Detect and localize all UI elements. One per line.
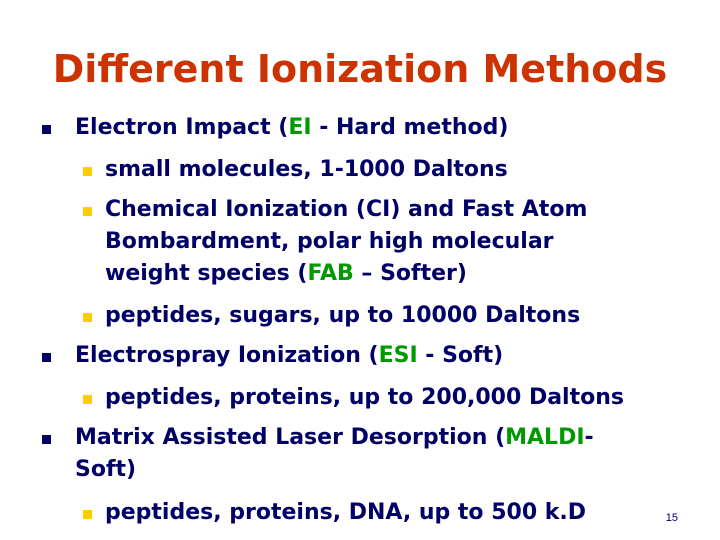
- sub-bullet-small-molecules: small molecules, 1-1000 Daltons: [105, 157, 508, 182]
- bullet-electrospray: [75, 341, 503, 371]
- slide-title: Different Ionization Methods: [52, 47, 668, 91]
- bullet-icon: [42, 125, 51, 134]
- sub-bullet-chemical-ionization-line3: [105, 259, 467, 289]
- item-text: Electron Impact (: [75, 115, 289, 140]
- sub-bullet-chemical-ionization: Chemical Ionization (CI) and Fast Atom: [105, 197, 588, 222]
- sub-bullet-peptides-proteins-dna: peptides, proteins, DNA, up to 500 k.D: [105, 500, 587, 525]
- item-text: - Soft): [417, 343, 504, 368]
- highlight-fab: FAB: [307, 261, 354, 286]
- sub-bullet-peptides-sugars: peptides, sugars, up to 10000 Daltons: [105, 303, 581, 328]
- highlight-maldi: MALDI: [505, 425, 585, 450]
- page-number: 15: [665, 512, 678, 524]
- item-text: - Hard method): [311, 115, 509, 140]
- bullet-icon: [42, 435, 51, 444]
- bullet-electron-impact: [75, 113, 508, 143]
- highlight-ei: EI: [288, 115, 312, 140]
- bullet-icon: [42, 353, 51, 362]
- item-text: Matrix Assisted Laser Desorption (: [75, 425, 506, 450]
- sub-bullet-peptides-proteins: peptides, proteins, up to 200,000 Daltons: [105, 385, 624, 410]
- item-text: weight species (: [105, 261, 308, 286]
- bullet-icon: [83, 313, 92, 322]
- bullet-maldi: [75, 423, 594, 453]
- item-text: – Softer): [353, 261, 467, 286]
- bullet-icon: [83, 167, 92, 176]
- highlight-esi: ESI: [378, 343, 418, 368]
- bullet-icon: [83, 207, 92, 216]
- bullet-maldi-line2: Soft): [75, 457, 137, 482]
- sub-bullet-chemical-ionization-line2: Bombardment, polar high molecular: [105, 229, 554, 254]
- item-text: -: [584, 425, 594, 450]
- bullet-icon: [83, 395, 92, 404]
- item-text: Electrospray Ionization (: [75, 343, 379, 368]
- bullet-icon: [83, 510, 92, 519]
